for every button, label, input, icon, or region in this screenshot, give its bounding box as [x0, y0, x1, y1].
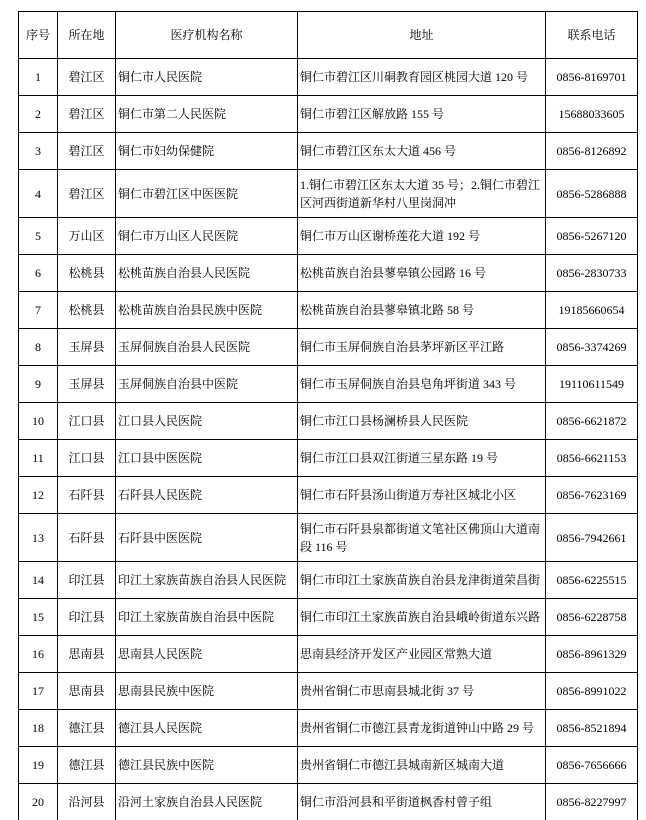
- header-phone: 联系电话: [546, 12, 638, 59]
- table-row: [19, 440, 638, 477]
- cell-name: 铜仁市第二人民医院: [116, 96, 298, 133]
- table-row: [19, 255, 638, 292]
- cell-name: 铜仁市人民医院: [116, 59, 298, 96]
- cell-address: 铜仁市万山区谢桥莲花大道 192 号: [298, 218, 546, 255]
- cell-address: 铜仁市江口县杨澜桥县人民医院: [298, 403, 546, 440]
- table-row: [19, 636, 638, 673]
- cell-address: 铜仁市玉屏侗族自治县茅坪新区平江路: [298, 329, 546, 366]
- cell-serial: 3: [19, 133, 58, 170]
- cell-location: 碧江区: [58, 170, 116, 218]
- cell-phone: 0856-7942661: [546, 514, 638, 562]
- cell-location: 石阡县: [58, 477, 116, 514]
- cell-name: 德江县民族中医院: [116, 747, 298, 784]
- cell-location: 德江县: [58, 747, 116, 784]
- table-row: [19, 562, 638, 599]
- header-address: 地址: [298, 12, 546, 59]
- table-row: [19, 673, 638, 710]
- cell-phone: 0856-7623169: [546, 477, 638, 514]
- cell-address: 1.铜仁市碧江区东太大道 35 号；2.铜仁市碧江区河西街道新华村八里岗洞冲: [298, 170, 546, 218]
- cell-name: 江口县中医医院: [116, 440, 298, 477]
- cell-name: 德江县人民医院: [116, 710, 298, 747]
- cell-serial: 14: [19, 562, 58, 599]
- cell-location: 德江县: [58, 710, 116, 747]
- table-row: [19, 329, 638, 366]
- table-row: [19, 747, 638, 784]
- cell-serial: 11: [19, 440, 58, 477]
- cell-location: 玉屏县: [58, 329, 116, 366]
- cell-location: 江口县: [58, 440, 116, 477]
- table-row: [19, 784, 638, 820]
- medical-institutions-table: [18, 11, 638, 820]
- table-row: [19, 133, 638, 170]
- cell-address: 贵州省铜仁市德江县青龙街道钟山中路 29 号: [298, 710, 546, 747]
- cell-name: 松桃苗族自治县人民医院: [116, 255, 298, 292]
- cell-phone: 0856-5267120: [546, 218, 638, 255]
- cell-address: 思南县经济开发区产业园区常熟大道: [298, 636, 546, 673]
- cell-address: 铜仁市碧江区川硐教育园区桃园大道 120 号: [298, 59, 546, 96]
- table-row: [19, 599, 638, 636]
- cell-location: 松桃县: [58, 255, 116, 292]
- cell-name: 铜仁市万山区人民医院: [116, 218, 298, 255]
- cell-location: 江口县: [58, 403, 116, 440]
- cell-phone: 0856-8961329: [546, 636, 638, 673]
- header-location: 所在地: [58, 12, 116, 59]
- table-row: [19, 96, 638, 133]
- cell-serial: 8: [19, 329, 58, 366]
- table-row: [19, 218, 638, 255]
- cell-address: 松桃苗族自治县蓼皋镇公园路 16 号: [298, 255, 546, 292]
- cell-address: 铜仁市石阡县汤山街道万寿社区城北小区: [298, 477, 546, 514]
- cell-serial: 2: [19, 96, 58, 133]
- cell-phone: 0856-8521894: [546, 710, 638, 747]
- cell-location: 玉屏县: [58, 366, 116, 403]
- cell-phone: 0856-6225515: [546, 562, 638, 599]
- cell-serial: 5: [19, 218, 58, 255]
- cell-address: 铜仁市江口县双江街道三星东路 19 号: [298, 440, 546, 477]
- cell-phone: 0856-3374269: [546, 329, 638, 366]
- cell-phone: 0856-8227997: [546, 784, 638, 820]
- cell-address: 铜仁市印江土家族苗族自治县龙津街道荣昌街: [298, 562, 546, 599]
- cell-phone: 0856-6228758: [546, 599, 638, 636]
- cell-location: 松桃县: [58, 292, 116, 329]
- cell-location: 沿河县: [58, 784, 116, 820]
- cell-name: 江口县人民医院: [116, 403, 298, 440]
- cell-address: 铜仁市碧江区东太大道 456 号: [298, 133, 546, 170]
- cell-name: 玉屏侗族自治县中医院: [116, 366, 298, 403]
- cell-phone: 0856-8169701: [546, 59, 638, 96]
- header-name: 医疗机构名称: [116, 12, 298, 59]
- cell-name: 铜仁市碧江区中医医院: [116, 170, 298, 218]
- cell-serial: 9: [19, 366, 58, 403]
- cell-location: 思南县: [58, 636, 116, 673]
- cell-name: 思南县民族中医院: [116, 673, 298, 710]
- header-row: [19, 12, 638, 59]
- table-body: [19, 59, 638, 820]
- cell-serial: 16: [19, 636, 58, 673]
- cell-name: 玉屏侗族自治县人民医院: [116, 329, 298, 366]
- cell-phone: 19110611549: [546, 366, 638, 403]
- cell-serial: 20: [19, 784, 58, 820]
- cell-location: 印江县: [58, 599, 116, 636]
- cell-location: 碧江区: [58, 96, 116, 133]
- cell-location: 万山区: [58, 218, 116, 255]
- cell-serial: 10: [19, 403, 58, 440]
- cell-phone: 19185660654: [546, 292, 638, 329]
- table-row: [19, 292, 638, 329]
- cell-name: 松桃苗族自治县民族中医院: [116, 292, 298, 329]
- cell-address: 贵州省铜仁市德江县城南新区城南大道: [298, 747, 546, 784]
- cell-serial: 1: [19, 59, 58, 96]
- cell-phone: 0856-7656666: [546, 747, 638, 784]
- header-serial: 序号: [19, 12, 58, 59]
- table-header: [19, 12, 638, 59]
- cell-address: 铜仁市石阡县泉都街道文笔社区佛顶山大道南段 116 号: [298, 514, 546, 562]
- cell-serial: 4: [19, 170, 58, 218]
- cell-name: 沿河土家族自治县人民医院: [116, 784, 298, 820]
- cell-address: 铜仁市印江土家族苗族自治县峨岭街道东兴路: [298, 599, 546, 636]
- cell-location: 思南县: [58, 673, 116, 710]
- cell-phone: 0856-8991022: [546, 673, 638, 710]
- cell-location: 印江县: [58, 562, 116, 599]
- cell-name: 印江土家族苗族自治县人民医院: [116, 562, 298, 599]
- cell-serial: 7: [19, 292, 58, 329]
- cell-name: 思南县人民医院: [116, 636, 298, 673]
- table-row: [19, 403, 638, 440]
- cell-address: 松桃苗族自治县蓼皋镇北路 58 号: [298, 292, 546, 329]
- table-row: [19, 366, 638, 403]
- cell-serial: 6: [19, 255, 58, 292]
- cell-name: 石阡县中医医院: [116, 514, 298, 562]
- cell-location: 碧江区: [58, 59, 116, 96]
- table-row: [19, 710, 638, 747]
- cell-serial: 15: [19, 599, 58, 636]
- cell-phone: 0856-5286888: [546, 170, 638, 218]
- cell-location: 石阡县: [58, 514, 116, 562]
- cell-serial: 12: [19, 477, 58, 514]
- cell-name: 石阡县人民医院: [116, 477, 298, 514]
- cell-address: 铜仁市沿河县和平街道枫香村曾子组: [298, 784, 546, 820]
- cell-serial: 18: [19, 710, 58, 747]
- cell-phone: 0856-8126892: [546, 133, 638, 170]
- cell-serial: 19: [19, 747, 58, 784]
- cell-serial: 17: [19, 673, 58, 710]
- cell-address: 铜仁市玉屏侗族自治县皂角坪街道 343 号: [298, 366, 546, 403]
- cell-name: 铜仁市妇幼保健院: [116, 133, 298, 170]
- cell-phone: 0856-2830733: [546, 255, 638, 292]
- cell-phone: 15688033605: [546, 96, 638, 133]
- cell-phone: 0856-6621872: [546, 403, 638, 440]
- cell-serial: 13: [19, 514, 58, 562]
- table-row: [19, 477, 638, 514]
- table-row: [19, 514, 638, 562]
- cell-address: 贵州省铜仁市思南县城北街 37 号: [298, 673, 546, 710]
- cell-location: 碧江区: [58, 133, 116, 170]
- cell-name: 印江土家族苗族自治县中医院: [116, 599, 298, 636]
- cell-phone: 0856-6621153: [546, 440, 638, 477]
- table-row: [19, 170, 638, 218]
- cell-address: 铜仁市碧江区解放路 155 号: [298, 96, 546, 133]
- table-row: [19, 59, 638, 96]
